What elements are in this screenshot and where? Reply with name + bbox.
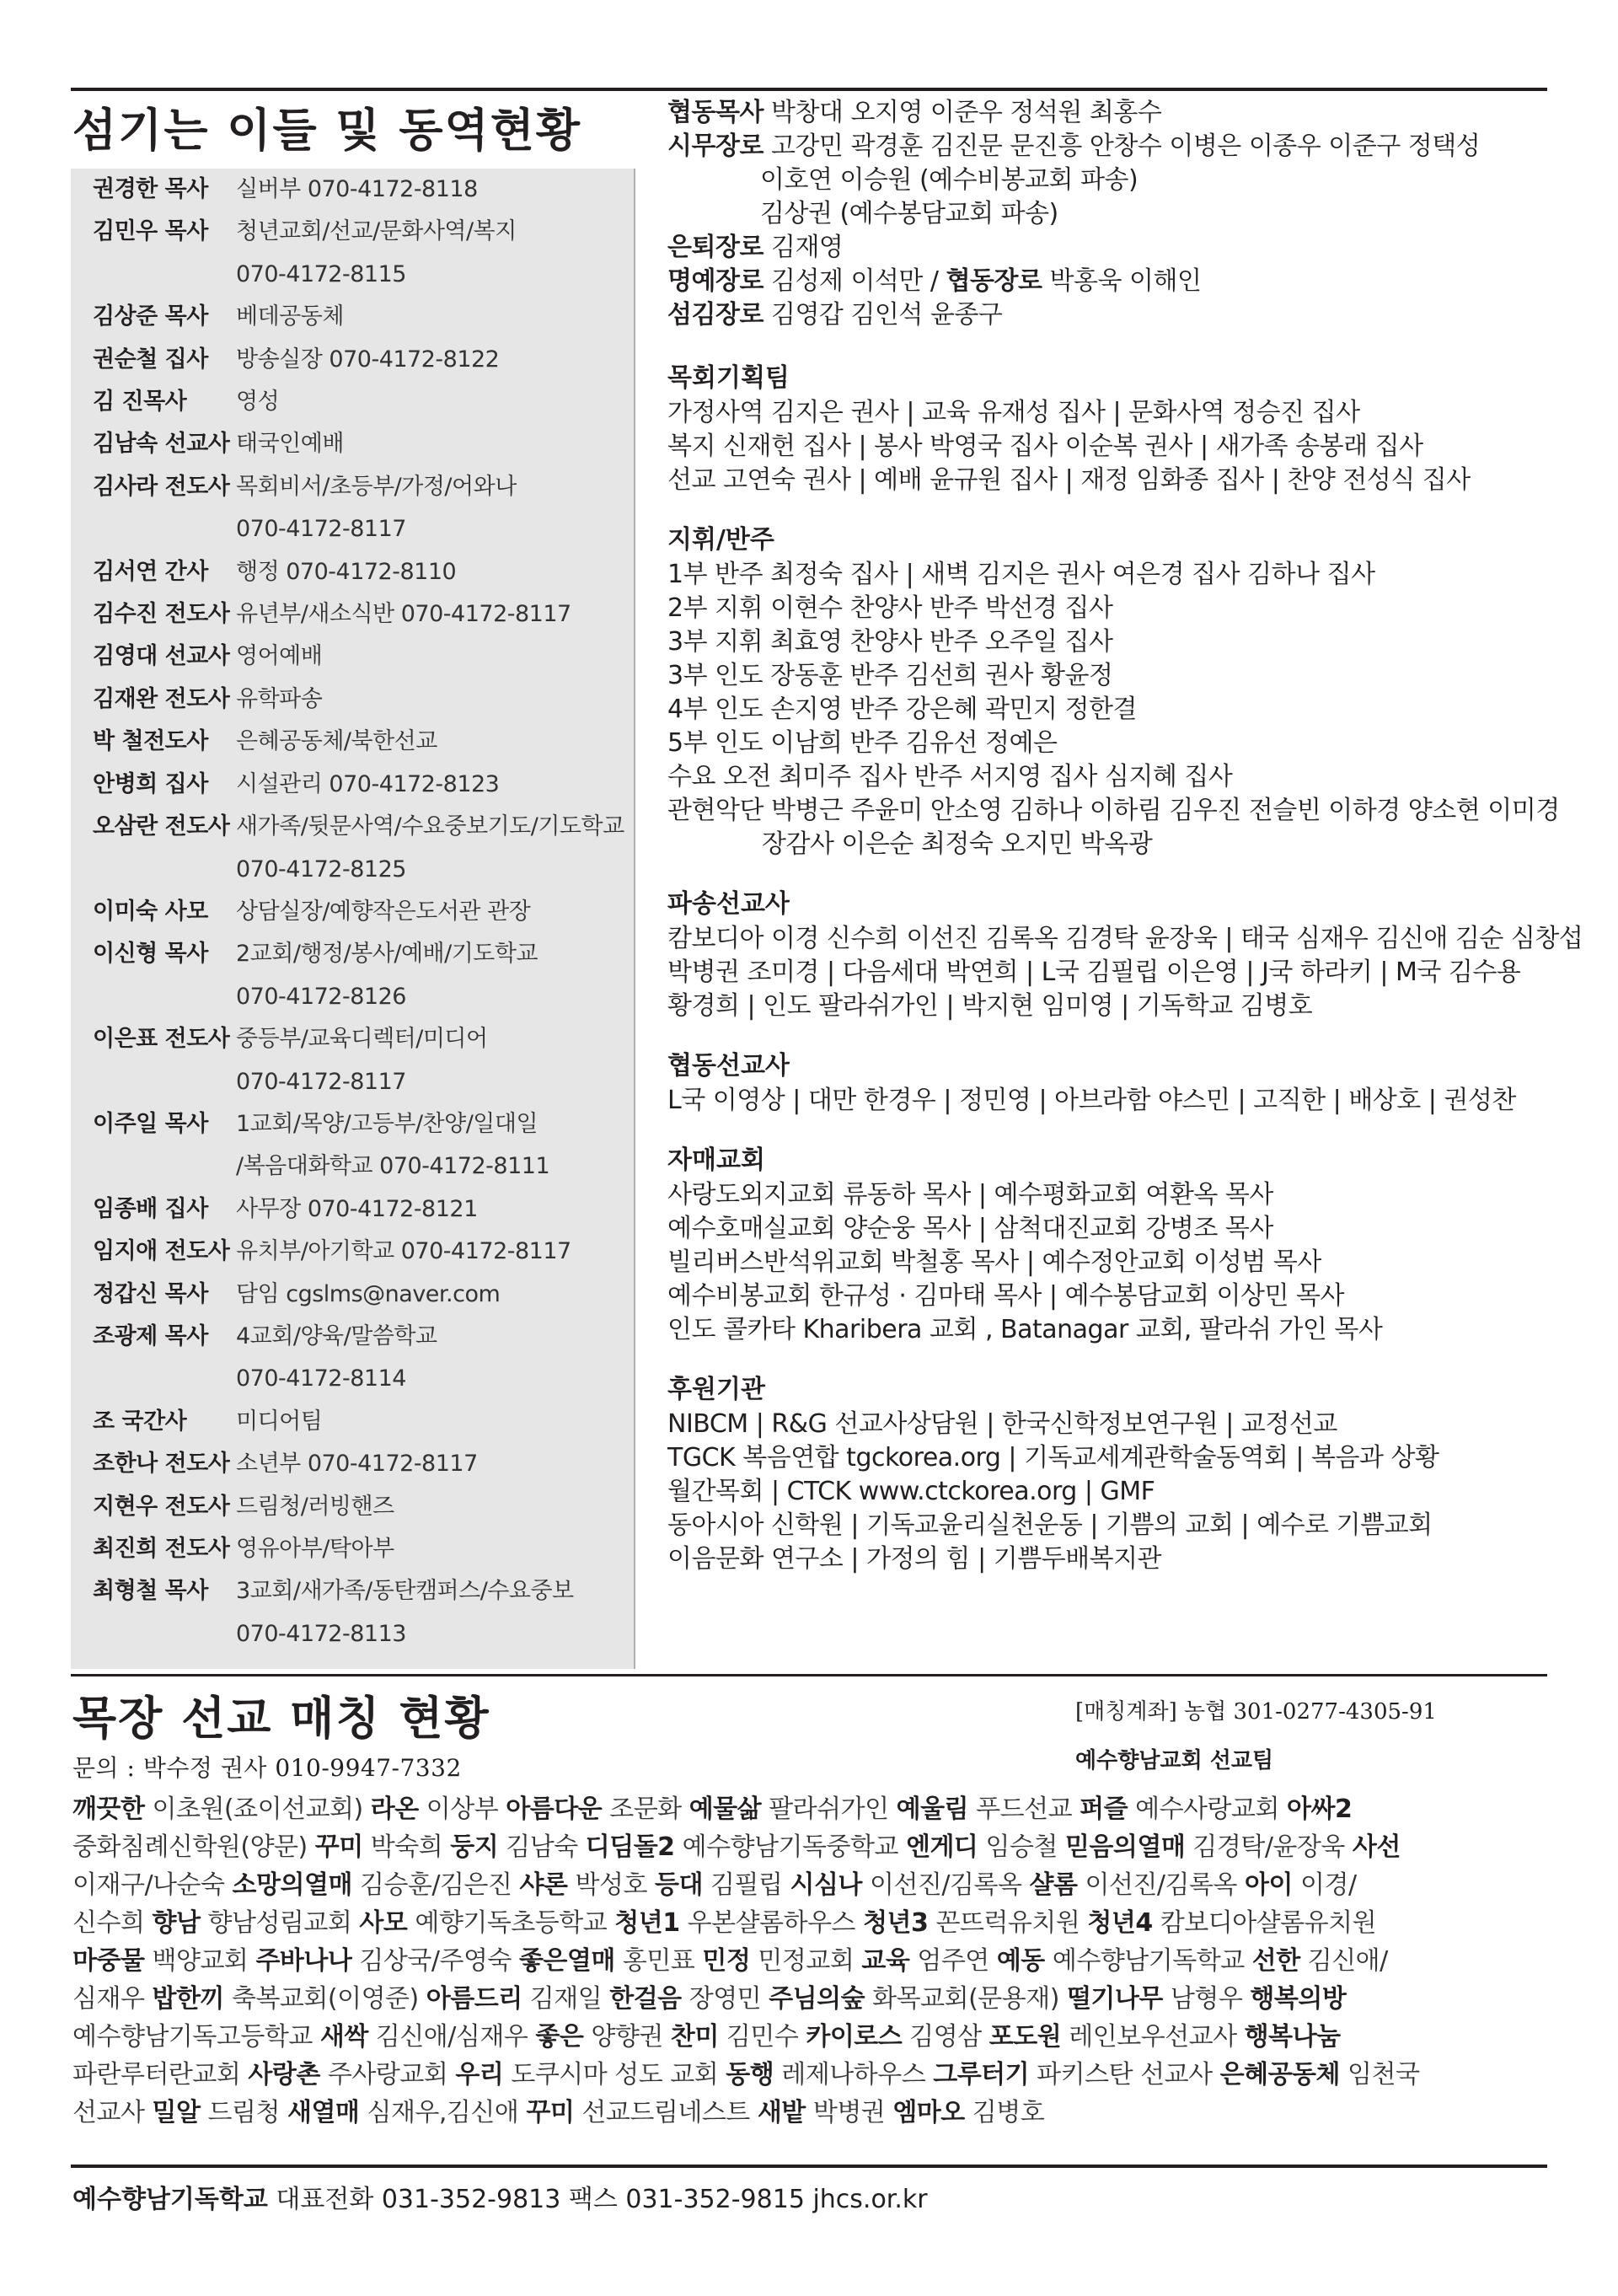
staff-role: 새가족/뒷문사역/수요중보기도/기도학교 (236, 813, 624, 840)
staff-name (93, 254, 236, 296)
staff-role: 1교회/목양/고등부/찬양/일대일 (236, 1110, 538, 1137)
elder-line (667, 96, 1544, 130)
staff-role: 유년부/새소식반 070-4172-8117 (236, 601, 571, 628)
partner-name: 장영민 (681, 1984, 769, 2014)
group-name: 청년3 (863, 1908, 929, 1938)
group-name: 카이로스 (806, 2022, 903, 2052)
matching-line (72, 2018, 1556, 2056)
section-line: 캄보디아 이경 신수희 이선진 김록옥 김경탁 윤장욱 | 태국 심재우 김신애 김순 심창섭 (667, 924, 1583, 953)
staff-role: 방송실장 070-4172-8122 (236, 346, 500, 373)
group-name: 새열매 (287, 2098, 360, 2127)
section-line: 박병권 조미경 | 다음세대 박연희 | L국 김필립 이은영 | J국 하라키 | M국 김수용 (667, 958, 1521, 987)
partner-name: 이경/ (1292, 1870, 1357, 1900)
partner-name: 도쿠시마 성도 교회 (503, 2060, 726, 2089)
staff-role: 상담실장/예향작은도서관 관장 (236, 898, 531, 925)
staff-name: 김서연 간사 (93, 558, 208, 585)
group-name: 꾸미 (526, 2098, 575, 2127)
elder-names: 이호연 이승원 (예수비봉교회 파송) (760, 165, 1138, 195)
section-line: 예수비봉교회 한규성 · 김마태 목사 | 예수봉담교회 이상민 목사 (667, 1281, 1344, 1311)
partner-name: 캄보디아샬롬유치원 (1152, 1908, 1377, 1938)
staff-item (93, 1486, 624, 1528)
matching-line (72, 2056, 1556, 2094)
section-heading: 협동선교사 (667, 1051, 790, 1081)
group-name: 샬롬 (1029, 1870, 1078, 1900)
elder-line (667, 197, 1544, 231)
elder-names: 박홍욱 이해인 (1049, 266, 1202, 296)
staff-name (93, 976, 236, 1018)
section-line: 선교 고연숙 권사 | 예배 윤규원 집사 | 재정 임화종 집사 | 찬양 전성식 집사 (667, 465, 1471, 495)
staff-name: 최형철 목사 (93, 1578, 208, 1605)
elder-line (667, 298, 1544, 332)
matching-contact: 문의 : 박수정 권사 010-9947-7332 (72, 1754, 462, 1782)
staff-name: 권경한 목사 (93, 176, 208, 202)
staff-name: 정갑신 목사 (93, 1280, 208, 1307)
section-heading: 자매교회 (667, 1145, 765, 1175)
group-name: 밥한끼 (152, 1984, 224, 2014)
staff-name: 김재완 전도사 (93, 685, 230, 712)
group-name: 청년1 (614, 1908, 680, 1938)
section-line: 1부 반주 최정숙 집사 | 새벽 김지은 권사 여은경 집사 김하나 집사 (667, 560, 1375, 589)
staff-role: 070-4172-8115 (236, 260, 406, 287)
staff-item (93, 593, 624, 636)
staff-name: 지현우 전도사 (93, 1493, 230, 1520)
staff-role: 사무장 070-4172-8121 (236, 1195, 478, 1222)
section-line: 복지 신재헌 집사 | 봉사 박영국 집사 이순복 권사 | 새가족 송봉래 집사 (667, 432, 1423, 461)
group-name: 주바나나 (255, 1946, 352, 1976)
staff-role: 청년교회/선교/문화사역/복지 (236, 218, 517, 245)
staff-role: 은혜공동체/북한선교 (236, 728, 437, 755)
footer-school-name: 예수향남기독학교 (72, 2185, 268, 2214)
group-name: 우리 (455, 2060, 504, 2089)
staff-name: 권순철 집사 (93, 346, 208, 373)
partner-name: 김재일 (522, 1984, 610, 2014)
staff-role: 070-4172-8117 (236, 516, 406, 543)
group-name: 아싸2 (1287, 1794, 1353, 1824)
staff-item (93, 1358, 624, 1400)
partner-name: 우본샬롬하우스 (679, 1908, 864, 1938)
staff-role: 담임 cgslms@naver.com (236, 1280, 501, 1307)
partner-name: 조문화 (602, 1794, 689, 1824)
elder-label: 은퇴장로 (667, 233, 763, 262)
elder-names: 고강민 곽경훈 김진문 문진흥 안창수 이병은 이종우 이준구 정택성 (770, 131, 1481, 161)
group-name: 라온 (370, 1794, 419, 1824)
staff-item (93, 1061, 624, 1103)
section-line: 사랑도외지교회 류동하 목사 | 예수평화교회 여환옥 목사 (667, 1180, 1273, 1210)
staff-role: 실버부 070-4172-8118 (236, 176, 478, 202)
group-name: 사선 (1352, 1832, 1401, 1862)
staff-name (93, 1061, 236, 1103)
group-name: 주님의숲 (769, 1984, 865, 2014)
staff-role: 유학파송 (236, 685, 323, 712)
staff-role: 태국인예배 (236, 431, 344, 458)
partner-name: 백양교회 (144, 1946, 256, 1976)
elder-line (667, 231, 1544, 265)
elder-names: 김재영 (770, 233, 844, 262)
footer (72, 2178, 928, 2215)
partner-name: 김경탁/윤장욱 (1185, 1832, 1353, 1862)
group-name: 새밭 (757, 2098, 806, 2127)
staff-item (93, 508, 624, 550)
staff-item (93, 1103, 624, 1145)
group-name: 포도원 (988, 2022, 1062, 2052)
staff-name: 조한나 전도사 (93, 1451, 230, 1478)
elder-names: 김상권 (예수봉담교회 파송) (760, 199, 1058, 228)
section-line: 4부 인도 손지영 반주 강은혜 곽민지 정한결 (667, 695, 1137, 724)
partner-name: 임천국 (1340, 2060, 1420, 2089)
partner-name: 선교사 (72, 2098, 153, 2127)
staff-section-title: 섬기는 이들 및 동역현황 (72, 103, 582, 157)
partner-name: 박병권 (805, 2098, 893, 2127)
partner-name: 중화침례신학원(양문) (72, 1832, 315, 1862)
group-name: 떨기나무 (1066, 1984, 1163, 2014)
partner-name: 엄주연 (909, 1946, 997, 1976)
staff-name: 임지애 전도사 (93, 1238, 230, 1265)
section-line: 가정사역 김지은 권사 | 교육 유재성 집사 | 문화사역 정승진 집사 (667, 398, 1360, 427)
section-line: 3부 인도 장동훈 반주 김선희 권사 황윤정 (667, 661, 1113, 690)
group-name: 엔게디 (905, 1832, 978, 1862)
partner-name: 김민수 (718, 2022, 806, 2052)
group-name: 은혜공동체 (1219, 2060, 1341, 2089)
staff-name (93, 1613, 236, 1655)
staff-name: 김영대 선교사 (93, 643, 230, 670)
group-name: 찬미 (670, 2022, 719, 2052)
group-name: 사모 (359, 1908, 408, 1938)
elders-block (667, 96, 1544, 332)
partner-name: 이선진/김록옥 (1077, 1870, 1246, 1900)
staff-item (93, 1401, 624, 1443)
group-name: 좋은 (535, 2022, 584, 2052)
staff-item (93, 1188, 624, 1231)
partner-name: 파란루터란교회 (72, 2060, 249, 2089)
section-line: 황경희 | 인도 팔라쉬가인 | 박지현 임미영 | 기독학교 김병호 (667, 991, 1313, 1021)
staff-name: 오삼란 전도사 (93, 813, 230, 840)
section-line: 월간목회 | CTCK www.ctckorea.org | GMF (667, 1477, 1155, 1506)
section-line: L국 이영상 | 대만 한경우 | 정민영 | 아브라함 야스민 | 고직한 | 배상호 | 권성찬 (667, 1086, 1516, 1115)
staff-name: 박 철전도사 (93, 728, 208, 755)
group-name: 아름드리 (426, 1984, 522, 2014)
partner-name: 팔라쉬가인 (761, 1794, 897, 1824)
partner-name: 박숙희 (362, 1832, 451, 1862)
partner-name: 화목교회(문용재) (865, 1984, 1067, 2014)
bottom-rule (71, 2165, 1547, 2168)
staff-item (93, 1274, 624, 1316)
staff-name: 이미숙 사모 (93, 898, 208, 925)
staff-item (93, 1145, 624, 1188)
staff-item (93, 764, 624, 806)
partner-name: 김신애/심재우 (367, 2022, 536, 2052)
section-line: 장감사 이은순 최정숙 오지민 박옥광 (762, 829, 1153, 859)
partner-name: 예수사랑교회 (1128, 1794, 1288, 1824)
partner-name: 예수향남기독학교 (1044, 1946, 1252, 1976)
staff-item (93, 679, 624, 721)
matching-line (72, 1980, 1556, 2018)
partner-name: 신수희 (72, 1908, 153, 1938)
staff-item (93, 933, 624, 975)
staff-name (93, 508, 236, 550)
partner-name: 남형우 (1162, 1984, 1251, 2014)
staff-item (93, 1443, 624, 1485)
staff-role: 070-4172-8125 (236, 856, 406, 882)
section-line: 인도 콜카타 Kharibera 교회 , Batanagar 교회, 팔라쉬 가인 목사 (667, 1315, 1383, 1344)
matching-title: 목장 선교 매칭 현황 (72, 1691, 490, 1745)
group-name: 향남 (152, 1908, 201, 1938)
staff-item (93, 551, 624, 593)
staff-item (93, 423, 624, 465)
staff-name: 조광제 목사 (93, 1322, 208, 1349)
staff-item (93, 849, 624, 891)
group-name: 등대 (654, 1870, 703, 1900)
partner-name: 심재우 (72, 1984, 153, 2014)
group-name: 소망의열매 (232, 1870, 352, 1900)
elder-names: 박창대 오지영 이준우 정석원 최홍수 (770, 98, 1162, 127)
staff-item (93, 466, 624, 508)
section-line: 관현악단 박병근 주윤미 안소영 김하나 이하림 김우진 전슬빈 이하경 양소현 이미경 (667, 796, 1560, 825)
staff-item (93, 1316, 624, 1358)
staff-role: 070-4172-8113 (236, 1620, 406, 1647)
staff-item (93, 636, 624, 678)
partner-name: 임승철 (978, 1832, 1065, 1862)
group-name: 시심나 (790, 1870, 862, 1900)
group-name: 깨끗한 (72, 1794, 145, 1824)
elder-line (667, 164, 1544, 197)
group-name: 아이 (1245, 1870, 1293, 1900)
partner-name: 김상국/주영숙 (351, 1946, 519, 1976)
staff-role: 070-4172-8117 (236, 1068, 406, 1095)
matching-line (72, 1790, 1556, 1828)
staff-role: 영어예배 (236, 643, 323, 670)
elder-line (667, 130, 1544, 164)
matching-line (72, 1904, 1556, 1942)
partner-name: 홍민표 (614, 1946, 703, 1976)
staff-item (93, 1018, 624, 1060)
staff-name: 이신형 목사 (93, 941, 208, 968)
elder-label: 협동목사 (667, 98, 763, 127)
staff-role: 2교회/행정/봉사/예배/기도학교 (236, 941, 538, 968)
staff-role: 소년부 070-4172-8117 (236, 1451, 478, 1478)
elder-names: 김영갑 김인석 윤종구 (770, 300, 1003, 330)
partner-name: 향남성림교회 (200, 1908, 360, 1938)
partner-name: 이초원(죠이선교회) (144, 1794, 371, 1824)
group-name: 행복의방 (1250, 1984, 1347, 2014)
partner-name: 심재우,김신애 (359, 2098, 527, 2127)
group-name: 꾸미 (314, 1832, 363, 1862)
partner-name: 김영삼 (902, 2022, 989, 2052)
staff-role: 행정 070-4172-8110 (236, 558, 457, 585)
staff-item (93, 1613, 624, 1655)
partner-name: 축복교회(이영준) (223, 1984, 426, 2014)
staff-item (93, 1231, 624, 1273)
matching-line (72, 2094, 1556, 2132)
group-name: 예동 (996, 1946, 1045, 1976)
section-divider (71, 1674, 1547, 1676)
elder-label: 섬김장로 (667, 300, 763, 330)
staff-list (93, 169, 624, 1655)
group-name: 밀알 (152, 2098, 201, 2127)
staff-role: 영유아부/탁아부 (236, 1536, 394, 1562)
group-name: 디딤돌2 (585, 1832, 675, 1862)
group-name: 동행 (726, 2060, 774, 2089)
partner-name: 김남숙 (498, 1832, 586, 1862)
staff-item (93, 339, 624, 381)
partner-name: 김필립 (702, 1870, 790, 1900)
elder-line (667, 265, 1544, 298)
group-name: 민정 (702, 1946, 751, 1976)
staff-role: 드림청/러빙핸즈 (236, 1493, 394, 1520)
staff-role: 미디어팀 (236, 1408, 323, 1435)
staff-item (93, 1528, 624, 1570)
partner-name: 김승훈/김은진 (351, 1870, 520, 1900)
section-line: TGCK 복음연합 tgckorea.org | 기독교세계관학술동역회 | 복음과 상황 (667, 1443, 1439, 1473)
partner-name: 민정교회 (750, 1946, 862, 1976)
staff-role: 4교회/양육/말씀학교 (236, 1322, 437, 1349)
elder-label: 명예장로 (667, 266, 763, 296)
section-line: 빌리버스반석위교회 박철홍 목사 | 예수정안교회 이성범 목사 (667, 1247, 1321, 1277)
partner-name: 드림청 (200, 2098, 287, 2127)
partner-name: 김신애/ (1299, 1946, 1388, 1976)
section-heading: 지휘/반주 (667, 525, 774, 555)
staff-name: 김사라 전도사 (93, 473, 230, 500)
section-line: 이음문화 연구소 | 가정의 힘 | 기쁨두배복지관 (667, 1544, 1162, 1574)
partner-name: 이재구/나순숙 (72, 1870, 233, 1900)
staff-name: 임종배 집사 (93, 1195, 208, 1222)
matching-team: 예수향남교회 선교팀 (1075, 1748, 1274, 1773)
staff-item (93, 169, 624, 211)
partner-name: 푸드선교 (968, 1794, 1080, 1824)
column-divider (634, 169, 635, 1669)
partner-name: 양향권 (583, 2022, 671, 2052)
section-line: 수요 오전 최미주 집사 반주 서지영 집사 심지혜 집사 (667, 762, 1233, 791)
staff-name: 최진희 전도사 (93, 1536, 230, 1562)
group-name: 예물삶 (688, 1794, 762, 1824)
group-name: 사랑촌 (248, 2060, 320, 2089)
partner-name: 박성호 (567, 1870, 655, 1900)
staff-name (93, 1145, 236, 1188)
staff-role: 070-4172-8126 (236, 983, 406, 1010)
partner-name: 이선진/김록옥 (861, 1870, 1030, 1900)
staff-role: 목회비서/초등부/가정/어와나 (236, 473, 517, 500)
staff-item (93, 891, 624, 933)
group-name: 새싹 (319, 2022, 368, 2052)
staff-item (93, 806, 624, 848)
matching-account: [매칭계좌] 농협 301-0277-4305-91 (1075, 1699, 1437, 1725)
elder-names: 김성제 이석만 / (770, 266, 946, 296)
staff-name: 김수진 전도사 (93, 601, 230, 628)
group-name: 그루터기 (933, 2060, 1030, 2089)
ministry-sections (667, 361, 1583, 1576)
section-heading: 후원기관 (667, 1375, 765, 1404)
staff-name: 김 진목사 (93, 389, 187, 416)
staff-item (93, 976, 624, 1018)
group-name: 한걸음 (609, 1984, 682, 2014)
matching-line (72, 1942, 1556, 1980)
staff-name: 김상준 목사 (93, 303, 208, 330)
staff-item (93, 1570, 624, 1612)
staff-role: 시설관리 070-4172-8123 (236, 770, 500, 797)
partner-name: 레인보우선교사 (1061, 2022, 1245, 2052)
group-name: 청년4 (1087, 1908, 1153, 1938)
partner-name: 꼰뜨럭유치원 (928, 1908, 1088, 1938)
staff-name: 안병희 집사 (93, 770, 208, 797)
partner-name: 주사랑교회 (319, 2060, 456, 2089)
staff-item (93, 381, 624, 423)
staff-item (93, 721, 624, 763)
matching-line (72, 1866, 1556, 1904)
elder-label: 협동장로 (946, 266, 1042, 296)
section-line: 3부 지휘 최효영 찬양사 반주 오주일 집사 (667, 627, 1113, 657)
group-name: 선한 (1251, 1946, 1300, 1976)
section-line: 동아시아 신학원 | 기독교윤리실천운동 | 기쁨의 교회 | 예수로 기쁨교회 (667, 1510, 1433, 1540)
staff-item (93, 211, 624, 253)
top-rule (71, 88, 1547, 91)
right-column (667, 96, 1583, 1576)
staff-name (93, 849, 236, 891)
section-heading: 목회기획팀 (667, 363, 790, 393)
staff-name: 김민우 목사 (93, 218, 208, 245)
partner-name: 이상부 (418, 1794, 506, 1824)
group-name: 행복나눔 (1244, 2022, 1341, 2052)
staff-item (93, 254, 624, 296)
partner-name: 예수향남기독중학교 (674, 1832, 906, 1862)
section-line: 2부 지휘 이현수 찬양사 반주 박선경 집사 (667, 593, 1113, 623)
group-name: 퍼즐 (1080, 1794, 1128, 1824)
staff-name (93, 1358, 236, 1400)
staff-name: 조 국간사 (93, 1408, 187, 1435)
partner-name: 파키스탄 선교사 (1029, 2060, 1220, 2089)
staff-role: 영성 (236, 389, 280, 416)
group-name: 교육 (861, 1946, 910, 1976)
staff-item (93, 296, 624, 338)
section-line: NIBCM | R&G 선교사상담원 | 한국신학정보연구원 | 교정선교 (667, 1409, 1337, 1439)
elder-label: 시무장로 (667, 131, 763, 161)
section-line: 5부 인도 이남희 반주 김유선 정예은 (667, 728, 1058, 758)
staff-name: 김남속 선교사 (93, 431, 230, 458)
group-name: 아름다운 (506, 1794, 603, 1824)
group-name: 믿음의열매 (1064, 1832, 1186, 1862)
partner-name: 김병호 (964, 2098, 1045, 2127)
staff-name: 이은표 전도사 (93, 1026, 230, 1053)
group-name: 마중물 (72, 1946, 145, 1976)
section-line: 예수호매실교회 양순웅 목사 | 삼척대진교회 강병조 목사 (667, 1214, 1273, 1243)
group-name: 예울림 (896, 1794, 969, 1824)
partner-name: 예향기독초등학교 (407, 1908, 615, 1938)
staff-role: 3교회/새가족/동탄캠퍼스/수요중보 (236, 1578, 574, 1605)
partner-name: 예수향남기독고등학교 (72, 2022, 320, 2052)
group-name: 엠마오 (892, 2098, 965, 2127)
staff-name: 이주일 목사 (93, 1110, 208, 1137)
footer-contact-info: 대표전화 031-352-9813 팩스 031-352-9815 jhcs.or.kr (267, 2185, 928, 2214)
staff-role: /복음대화학교 070-4172-8111 (236, 1153, 550, 1180)
section-heading: 파송선교사 (667, 889, 790, 919)
group-name: 좋은열매 (518, 1946, 615, 1976)
staff-role: 070-4172-8114 (236, 1365, 406, 1392)
matching-list (72, 1790, 1556, 2132)
partner-name: 선교드림네스트 (574, 2098, 758, 2127)
matching-line (72, 1828, 1556, 1866)
group-name: 샤론 (519, 1870, 568, 1900)
staff-role: 중등부/교육디렉터/미디어 (236, 1026, 488, 1053)
staff-role: 유치부/아기학교 070-4172-8117 (236, 1238, 571, 1265)
partner-name: 레제나하우스 (774, 2060, 934, 2089)
staff-role: 베데공동체 (236, 303, 344, 330)
group-name: 둥지 (450, 1832, 499, 1862)
